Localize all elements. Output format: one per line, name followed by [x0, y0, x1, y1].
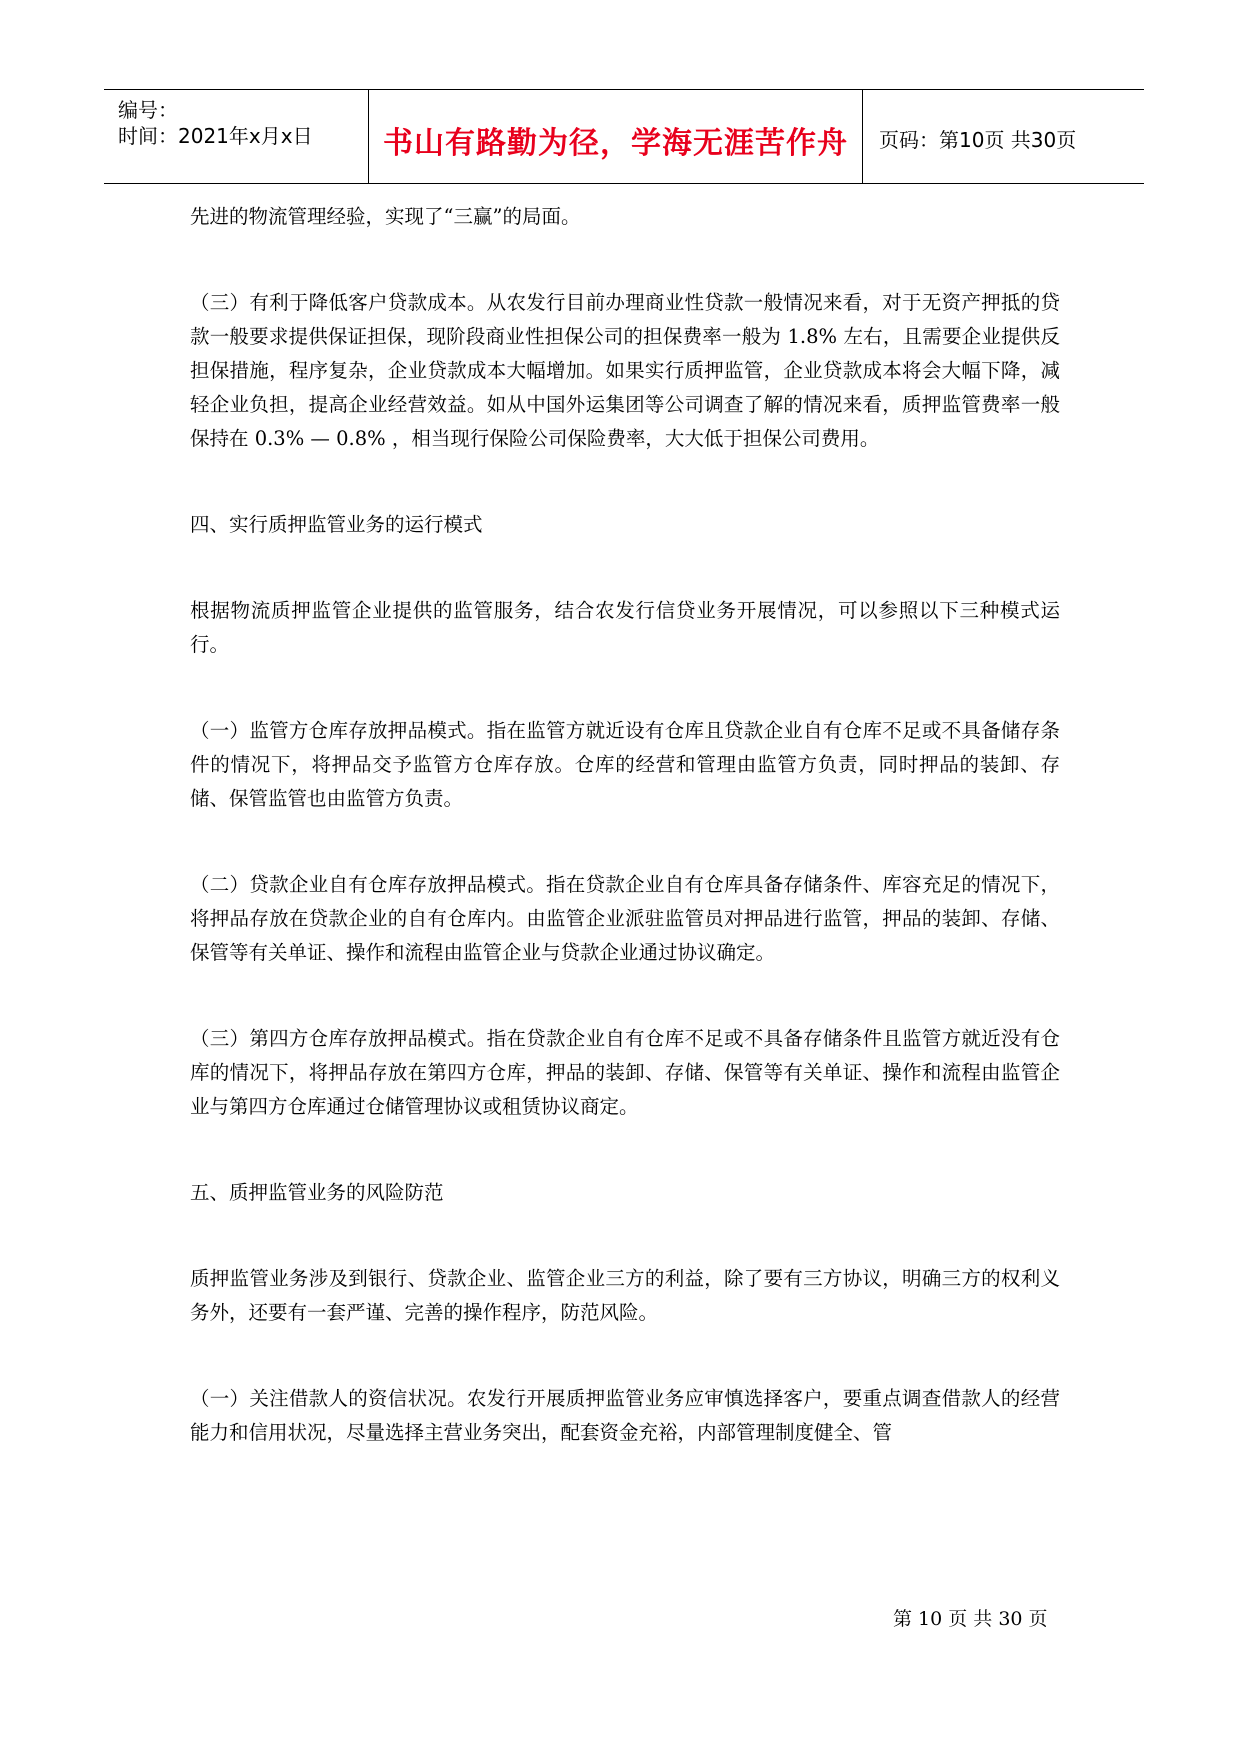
paragraph: （一）监管方仓库存放押品模式。指在监管方就近设有仓库且贷款企业自有仓库不足或不具备储存条件的情况下，将押品交予监管方仓库存放。仓库的经营和管理由监管方负责，同时押品的装卸、存储、保管监管也由监管方负责。 — [190, 719, 1060, 810]
paragraph: （三）第四方仓库存放押品模式。指在贷款企业自有仓库不足或不具备存储条件且监管方就近没有仓库的情况下，将押品存放在第四方仓库，押品的装卸、存储、保管等有关单证、操作和流程由监管企业与第四方仓库通过仓储管理协议或租赁协议商定。 — [190, 1027, 1060, 1118]
header-left-cell — [104, 90, 369, 183]
paragraph: 根据物流质押监管企业提供的监管服务，结合农发行信贷业务开展情况，可以参照以下三种模式运行。 — [190, 599, 1060, 656]
paragraph: （一）关注借款人的资信状况。农发行开展质押监管业务应审慎选择客户，要重点调查借款人的经营能力和信用状况，尽量选择主营业务突出，配套资金充裕，内部管理制度健全、管 — [190, 1387, 1060, 1444]
document-body — [190, 200, 1060, 1450]
paragraph: 先进的物流管理经验，实现了“三赢”的局面。 — [190, 205, 581, 228]
section-heading: 五、质押监管业务的风险防范 — [190, 1181, 444, 1204]
page-header — [104, 89, 1144, 184]
header-middle-cell — [369, 90, 863, 183]
paragraph: （三）有利于降低客户贷款成本。从农发行目前办理商业性贷款一般情况来看，对于无资产押抵的贷款一般要求提供保证担保，现阶段商业性担保公司的担保费率一般为 1.8% 左右，且需要企业提供反担保措施，程序复杂，企业贷款成本大幅增加。如果实行质押监管，企业贷款成本将会大幅下降，减轻企业负担，提高企业经营效益。如从中国外运集团等公司调查了解的情况来看，质押监管费率一般保持在 0.3% — 0.8% ，相当现行保险公司保险费率，大大低于担保公司费用。 — [190, 291, 1060, 450]
header-page-info: 页码：第10页 共30页 — [879, 128, 1077, 152]
section-heading: 四、实行质押监管业务的运行模式 — [190, 513, 483, 536]
paragraph: （二）贷款企业自有仓库存放押品模式。指在贷款企业自有仓库具备存储条件、库容充足的情况下，将押品存放在贷款企业的自有仓库内。由监管企业派驻监管员对押品进行监管，押品的装卸、存储、保管等有关单证、操作和流程由监管企业与贷款企业通过协议确定。 — [190, 873, 1060, 964]
page-footer: 第 10 页 共 30 页 — [893, 1608, 1048, 1630]
number-label: 编号： — [118, 98, 178, 122]
header-right-cell — [863, 90, 1143, 183]
paragraph: 质押监管业务涉及到银行、贷款企业、监管企业三方的利益，除了要有三方协议，明确三方的权利义务外，还要有一套严谨、完善的操作程序，防范风险。 — [190, 1267, 1060, 1324]
header-motto: 书山有路勤为径，学海无涯苦作舟 — [383, 126, 848, 161]
time-label: 时间：2021年x月x日 — [118, 124, 313, 148]
